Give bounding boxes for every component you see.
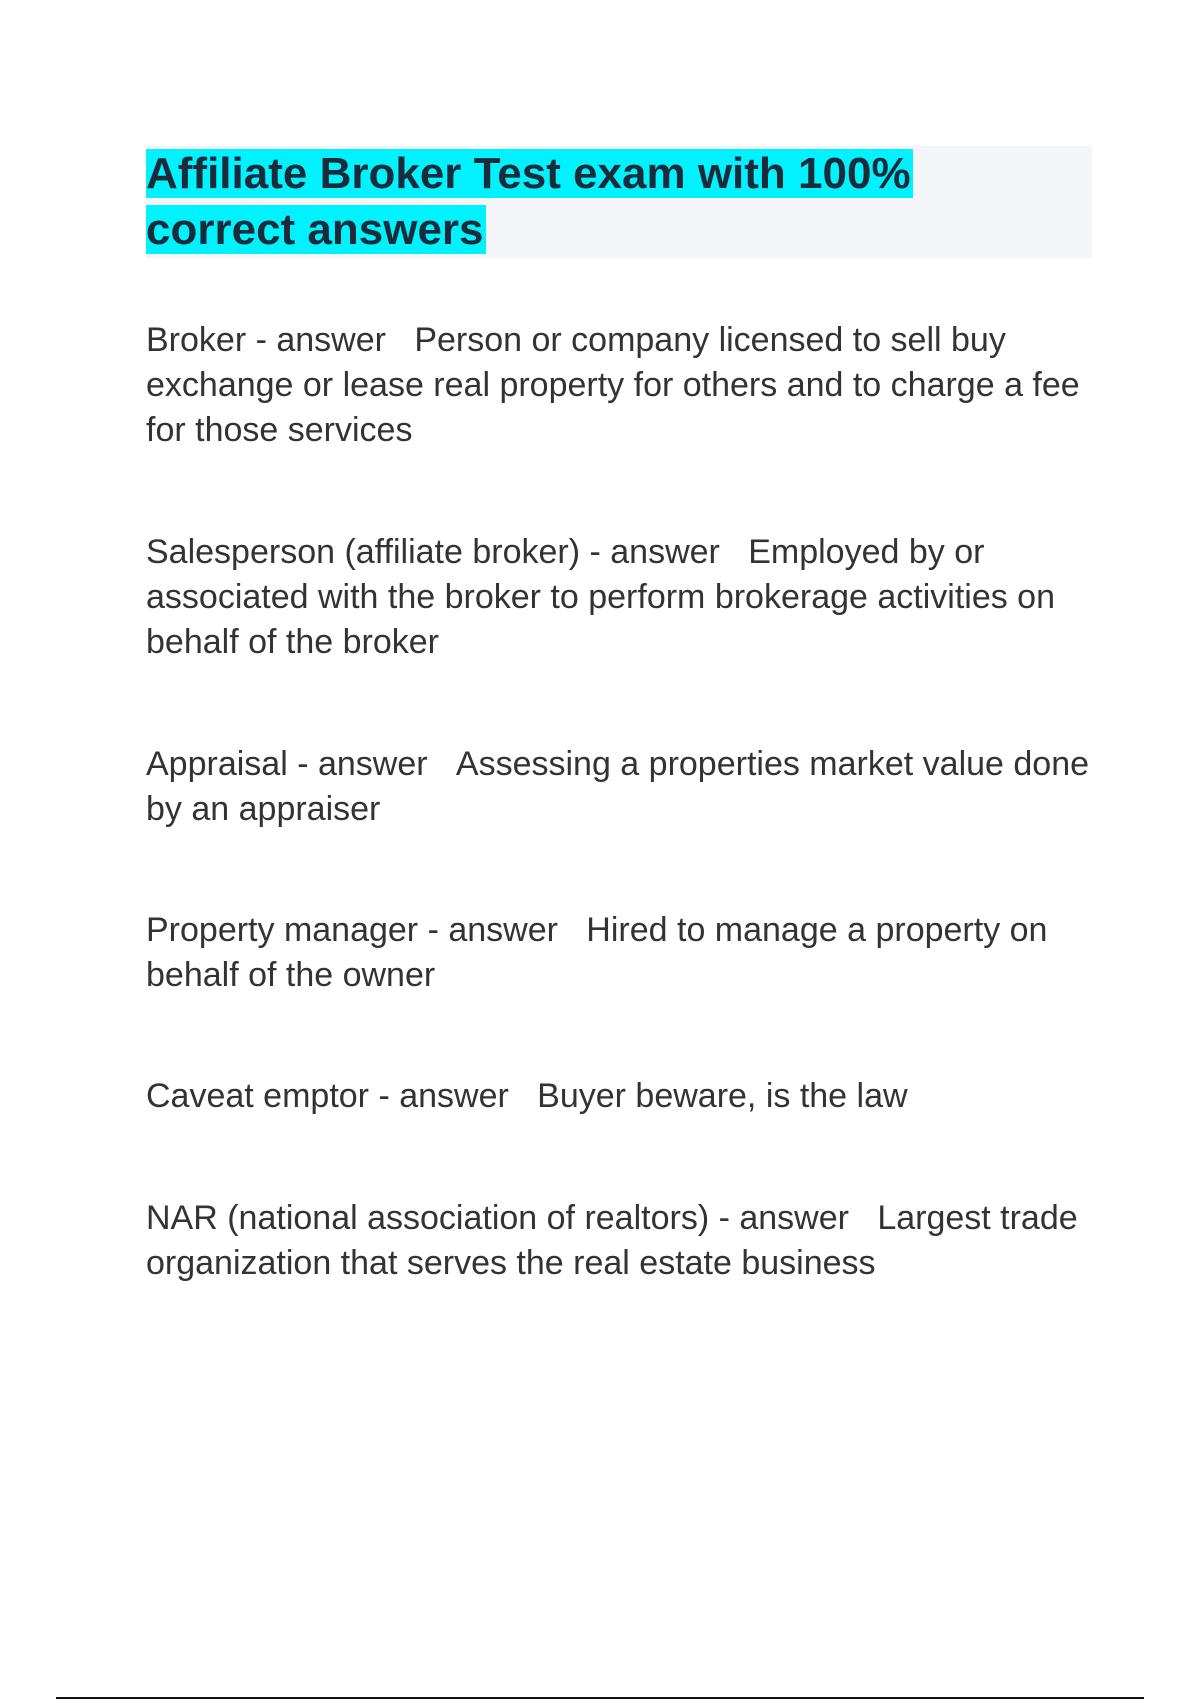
entry-property-manager <box>146 908 1096 998</box>
page-bottom-rule <box>56 1697 1144 1699</box>
entry-term: NAR (national association of realtors) - answer <box>146 1199 849 1237</box>
entry-definition: Hired to manage a property on behalf of the owner <box>146 911 1057 994</box>
entry-salesperson <box>146 530 1096 665</box>
entry-term: Appraisal - answer <box>146 745 428 783</box>
entry-nar <box>146 1196 1096 1286</box>
entry-term: Broker - answer <box>146 321 386 359</box>
entry-term: Property manager - answer <box>146 911 558 949</box>
title-highlight: Affiliate Broker Test exam with 100% correct answers <box>146 149 911 254</box>
entry-appraisal <box>146 742 1099 832</box>
entry-definition: Employed by or associated with the broker to perform brokerage activities on behalf of the broker <box>146 533 1065 661</box>
entry-term: Caveat emptor - answer <box>146 1077 509 1115</box>
entry-definition: Person or company licensed to sell buy exchange or lease real property for others and to charge a fee for those services <box>146 321 1090 449</box>
document-title <box>146 146 1006 258</box>
entry-broker <box>146 318 1096 453</box>
entry-definition: Buyer beware, is the law <box>537 1077 908 1115</box>
entry-definition: Largest trade organization that serves the real estate business <box>146 1199 1088 1282</box>
entry-caveat-emptor <box>146 1074 908 1119</box>
entry-definition: Assessing a properties market value done by an appraiser <box>146 745 1099 828</box>
entry-term: Salesperson (affiliate broker) - answer <box>146 533 720 571</box>
